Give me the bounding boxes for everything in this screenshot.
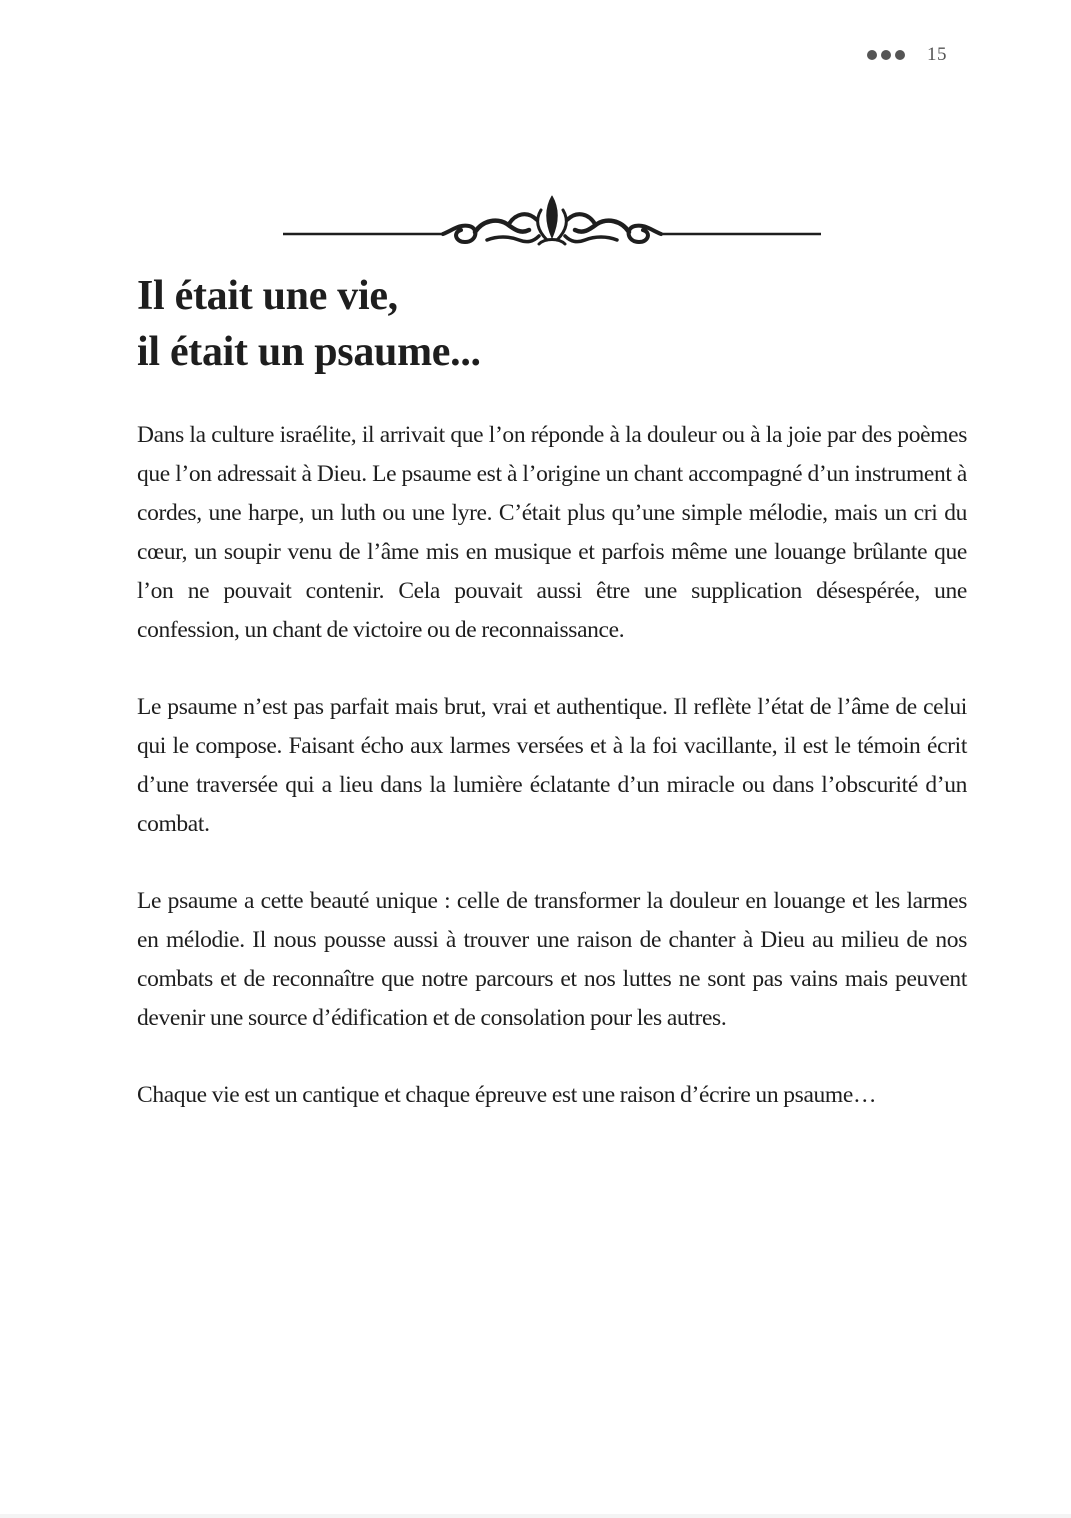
paragraph-4: Chaque vie est un cantique et chaque épreuve est une raison d’écrire un psaume… — [137, 1082, 877, 1108]
flourish-divider-icon — [283, 190, 821, 254]
title-line-2: il était un psaume... — [137, 329, 481, 375]
dot-icon — [867, 50, 877, 60]
page-header — [867, 44, 947, 66]
dot-icon — [895, 50, 905, 60]
header-dots-icon — [867, 50, 905, 60]
dot-icon — [881, 50, 891, 60]
page-bottom-edge — [0, 1514, 1071, 1518]
title-line-1: Il était une vie, — [137, 273, 398, 319]
page-title — [137, 268, 937, 380]
paragraph-1: Dans la culture israélite, il arrivait que l’on réponde à la douleur ou à la joie par des poèmes que l’on adressait à Dieu. Le psaume est à l’origine un chant accompagné d’un instrument à cordes, une harpe, un luth ou une lyre. C’était plus qu’une simple mélodie, mais un cri du cœur, un soupir venu de l’âme mis en musique et parfois même une louange brûlante que l’on ne pouvait contenir. Cela pouvait aussi être une supplication désespérée, une confession, un chant de victoire ou de reconnaissance. — [137, 422, 967, 643]
page-number: 15 — [927, 44, 947, 65]
body-text — [137, 416, 967, 1153]
paragraph-2: Le psaume n’est pas parfait mais brut, vrai et authentique. Il reflète l’état de l’âme de celui qui le compose. Faisant écho aux larmes versées et à la foi vacillante, il est le témoin écrit d’une traversée qui a lieu dans la lumière éclatante d’un miracle ou dans l’obscurité d’un combat. — [137, 694, 967, 837]
paragraph-3: Le psaume a cette beauté unique : celle de transformer la douleur en louange et les larmes en mélodie. Il nous pousse aussi à trouver une raison de chanter à Dieu au milieu de nos combats et de reconnaître que notre parcours et nos luttes ne sont pas vains mais peuvent devenir une source d’édification et de consolation pour les autres. — [137, 888, 967, 1031]
